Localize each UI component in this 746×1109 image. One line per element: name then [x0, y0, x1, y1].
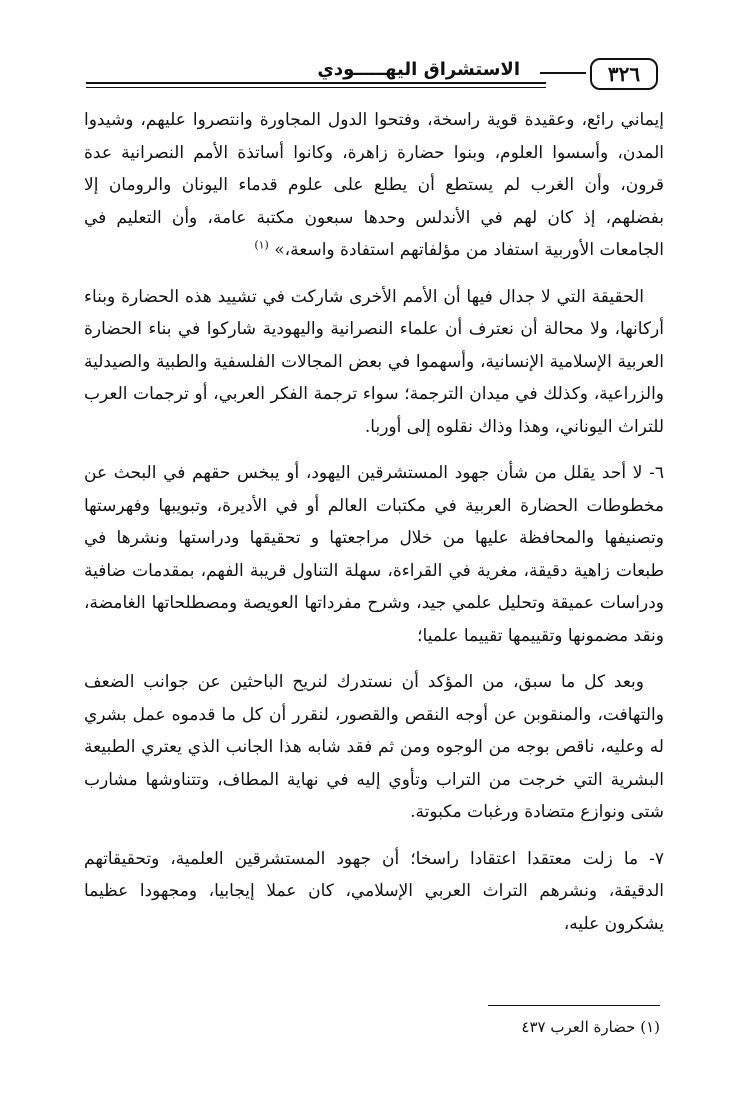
page-header [86, 58, 658, 92]
footnote-reference: (١) [254, 238, 269, 252]
footnote-rule [488, 1005, 660, 1006]
header-rule-short [540, 72, 586, 74]
page-body [84, 104, 664, 954]
footnote: (١) حضارة العرب ٤٣٧ [521, 1018, 660, 1036]
page-number: ٣٢٦ [590, 58, 658, 90]
list-item [84, 457, 664, 652]
paragraph [84, 281, 664, 444]
running-title: الاستشراق اليهـــــودي [311, 58, 526, 82]
list-item [84, 843, 664, 941]
paragraph-text: إيماني رائع، وعقيدة قوية راسخة، وفتحوا الدول المجاورة وانتصروا عليهم، وشيدوا المدن، وأسسوا العلوم، وبنوا حضارة زاهرة، وكانوا أساتذة الأمم النصرانية عدة قرون، وأن الغرب لم يستطع أن يطلع على علوم قدماء اليونان والرومان إلا بفضلهم، إذ كان لهم في الأندلس وحدها سبعون مكتبة عامة، وأن التعليم في الجامعات الأوربية استفاد من مؤلفاتهم استفادة واسعة،» [84, 110, 664, 260]
header-rule-thin [86, 87, 546, 88]
paragraph [84, 104, 664, 267]
list-item-text: ٦- لا أحد يقلل من شأن جهود المستشرقين اليهود، أو يبخس حقهم في البحث عن مخطوطات الحضارة العربية في مكتبات العالم أو في الأديرة، وتبويبها وفهرستها وتصنيفها والمحافظة عليها من خلال مراجعتها و تحقيقها ودراستها ونشرها في طبعات زاهية دقيقة، مغرية في القراءة، سهلة التناول قريبة الفهم، بمقدمات ضافية ودراسات عميقة وتحليل علمي جيد، وشرح مفرداتها العويصة ومصطلحاتها الغامضة، ونقد مضمونها وتقييمها تقييما علميا؛ [84, 463, 664, 646]
paragraph-text: الحقيقة التي لا جدال فيها أن الأمم الأخرى شاركت في تشييد هذه الحضارة وبناء أركانها، ولا محالة أن نعترف أن علماء النصرانية واليهودية شاركوا في بناء الحضارة العربية الإسلامية الإنسانية، وأسهموا في بعض المجالات الفلسفية والطبية والصيدلية والزراعية، وكذلك في ميدان الترجمة؛ سواء ترجمة الفكر العربي، أو ترجمات العرب للتراث اليوناني، وهذا وذاك نقلوه إلى أوربا. [84, 286, 664, 437]
paragraph-text: وبعد كل ما سبق، من المؤكد أن نستدرك لنريح الباحثين عن جوانب الضعف والتهافت، والمنقوبن عن أوجه النقص والقصور، لنقرر أن كل ما قدموه عمل بشري له وعليه، ناقص بوجه من الوجوه ومن ثم فقد شابه هذا الجانب الذي يعتري الطبيعة البشرية التي خرجت من التراب وتأوي إليه في نهاية المطاف، وتتناوشها مشارب شتى ونوازع متضادة ورغبات مكبوتة. [84, 672, 664, 822]
list-item-text: ٧- ما زلت معتقدا اعتقادا راسخا؛ أن جهود المستشرقين العلمية، وتحقيقاتهم الدقيقة، ونشرهم التراث العربي الإسلامي، كان عملا إيجابيا، ومجهودا عظيما يشكرون عليه، [84, 848, 664, 934]
header-rule [86, 82, 546, 84]
paragraph [84, 666, 664, 829]
